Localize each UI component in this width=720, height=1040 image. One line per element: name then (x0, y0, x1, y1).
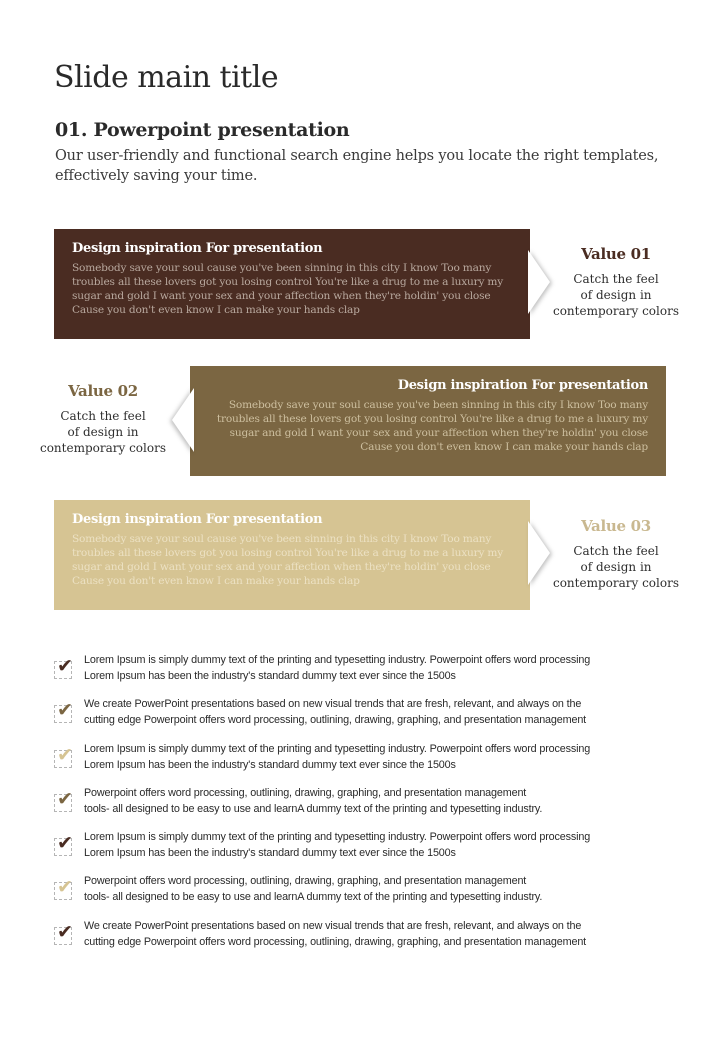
checklist-line: Lorem Ipsum has been the industry's standard dummy text ever since the 1500s (84, 847, 456, 860)
value-desc-line: of design in (67, 425, 139, 439)
checklist-item (54, 652, 674, 696)
box-body: Somebody save your soul cause you've been sinning in this city I know Too many troubles all these lovers got you losing control You're like a drug to me a luxury my sugar and gold I want your sex and your affection when they're holdin' you close Cause you don't even know I can make your hands clap (216, 399, 648, 453)
checkbox (54, 876, 73, 900)
checklist-item (54, 829, 674, 873)
checklist-item (54, 918, 674, 962)
design-box-3 (54, 500, 530, 610)
checkbox (54, 787, 73, 812)
checklist-item (54, 785, 674, 829)
checklist-text (84, 696, 586, 728)
value-desc-line: Catch the feel (60, 409, 146, 423)
checklist-text (84, 918, 586, 950)
box-body: Somebody save your soul cause you've been sinning in this city I know Too many troubles all these lovers got you losing control You're like a drug to me a luxury my sugar and gold I want your sex and your affection when they're holdin' you close Cause you don't even know I can make your hands clap (72, 262, 504, 316)
checkbox (54, 920, 73, 945)
checklist-line: Powerpoint offers word processing, outlining, drawing, graphing, and presentation management (84, 875, 527, 888)
checklist-item (54, 741, 674, 785)
checklist-text (84, 652, 590, 684)
value-desc-line: of design in (580, 560, 652, 574)
value-block-3 (546, 517, 686, 591)
value-description (546, 543, 686, 591)
design-box-1 (54, 229, 530, 339)
intro-paragraph: Our user-friendly and functional search engine helps you locate the right templates, effectively saving your time. (55, 148, 659, 184)
checklist (54, 652, 674, 962)
value-desc-line: contemporary colors (39, 441, 166, 455)
checklist-text (84, 873, 542, 905)
checkbox (54, 655, 73, 679)
value-title: Value 03 (581, 517, 651, 535)
checkbox (54, 743, 73, 768)
value-desc-line: contemporary colors (552, 576, 679, 590)
checkmark-icon: ✔ (57, 876, 73, 899)
checklist-line: tools- all designed to be easy to use and learnA dummy text of the printing and typesetting industry. (84, 802, 543, 815)
box-title: Design inspiration For presentation (397, 378, 648, 393)
checklist-line: Powerpoint offers word processing, outlining, drawing, graphing, and presentation management (84, 786, 527, 799)
checklist-line: cutting edge Powerpoint offers word processing, outlining, drawing, graphing, and presentation management (84, 714, 587, 727)
checklist-line: We create PowerPoint presentations based on new visual trends that are fresh, relevant, and always on the (84, 919, 582, 932)
checkbox (54, 699, 73, 723)
value-desc-line: of design in (580, 288, 652, 302)
checkmark-icon: ✔ (57, 699, 73, 722)
value-title: Value 02 (68, 382, 138, 400)
checkmark-icon: ✔ (57, 743, 73, 766)
page-title: Slide main title (54, 60, 279, 95)
checklist-item (54, 696, 674, 740)
checklist-line: Lorem Ipsum is simply dummy text of the printing and typesetting industry. Powerpoint offers word processing (84, 742, 591, 755)
checklist-text (84, 741, 590, 773)
checkmark-icon: ✔ (57, 832, 73, 855)
value-block-1 (546, 245, 686, 319)
value-block-2 (33, 382, 173, 456)
value-desc-line: Catch the feel (573, 544, 659, 558)
checklist-line: Lorem Ipsum has been the industry's standard dummy text ever since the 1500s (84, 670, 456, 682)
design-box-2 (190, 366, 666, 476)
box-title: Design inspiration For presentation (72, 512, 323, 527)
checkmark-icon: ✔ (57, 787, 73, 810)
value-title: Value 01 (581, 245, 651, 263)
checklist-line: tools- all designed to be easy to use and learnA dummy text of the printing and typesetting industry. (84, 891, 543, 904)
checklist-text (84, 829, 590, 861)
checklist-line: Lorem Ipsum is simply dummy text of the printing and typesetting industry. Powerpoint offers word processing (84, 831, 591, 844)
value-description (546, 271, 686, 319)
value-desc-line: Catch the feel (573, 272, 659, 286)
value-desc-line: contemporary colors (552, 304, 679, 318)
checkbox (54, 832, 73, 856)
checklist-line: We create PowerPoint presentations based on new visual trends that are fresh, relevant, and always on the (84, 698, 582, 711)
value-description (33, 408, 173, 456)
checkmark-icon: ✔ (57, 920, 73, 943)
checklist-item (54, 873, 674, 917)
checklist-text (84, 785, 542, 817)
checklist-line: cutting edge Powerpoint offers word processing, outlining, drawing, graphing, and presentation management (84, 935, 587, 948)
box-body: Somebody save your soul cause you've been sinning in this city I know Too many troubles all these lovers got you losing control You're like a drug to me a luxury my sugar and gold I want your sex and your affection when they're holdin' you close Cause you don't even know I can make your hands clap (72, 533, 504, 587)
section-title: 01. Powerpoint presentation (55, 119, 350, 141)
box-title: Design inspiration For presentation (72, 241, 323, 256)
checkmark-icon: ✔ (57, 655, 73, 677)
checklist-line: Lorem Ipsum has been the industry's standard dummy text ever since the 1500s (84, 758, 456, 771)
arrow-left-icon (172, 388, 194, 452)
checklist-line: Lorem Ipsum is simply dummy text of the printing and typesetting industry. Powerpoint offers word processing (84, 654, 591, 666)
